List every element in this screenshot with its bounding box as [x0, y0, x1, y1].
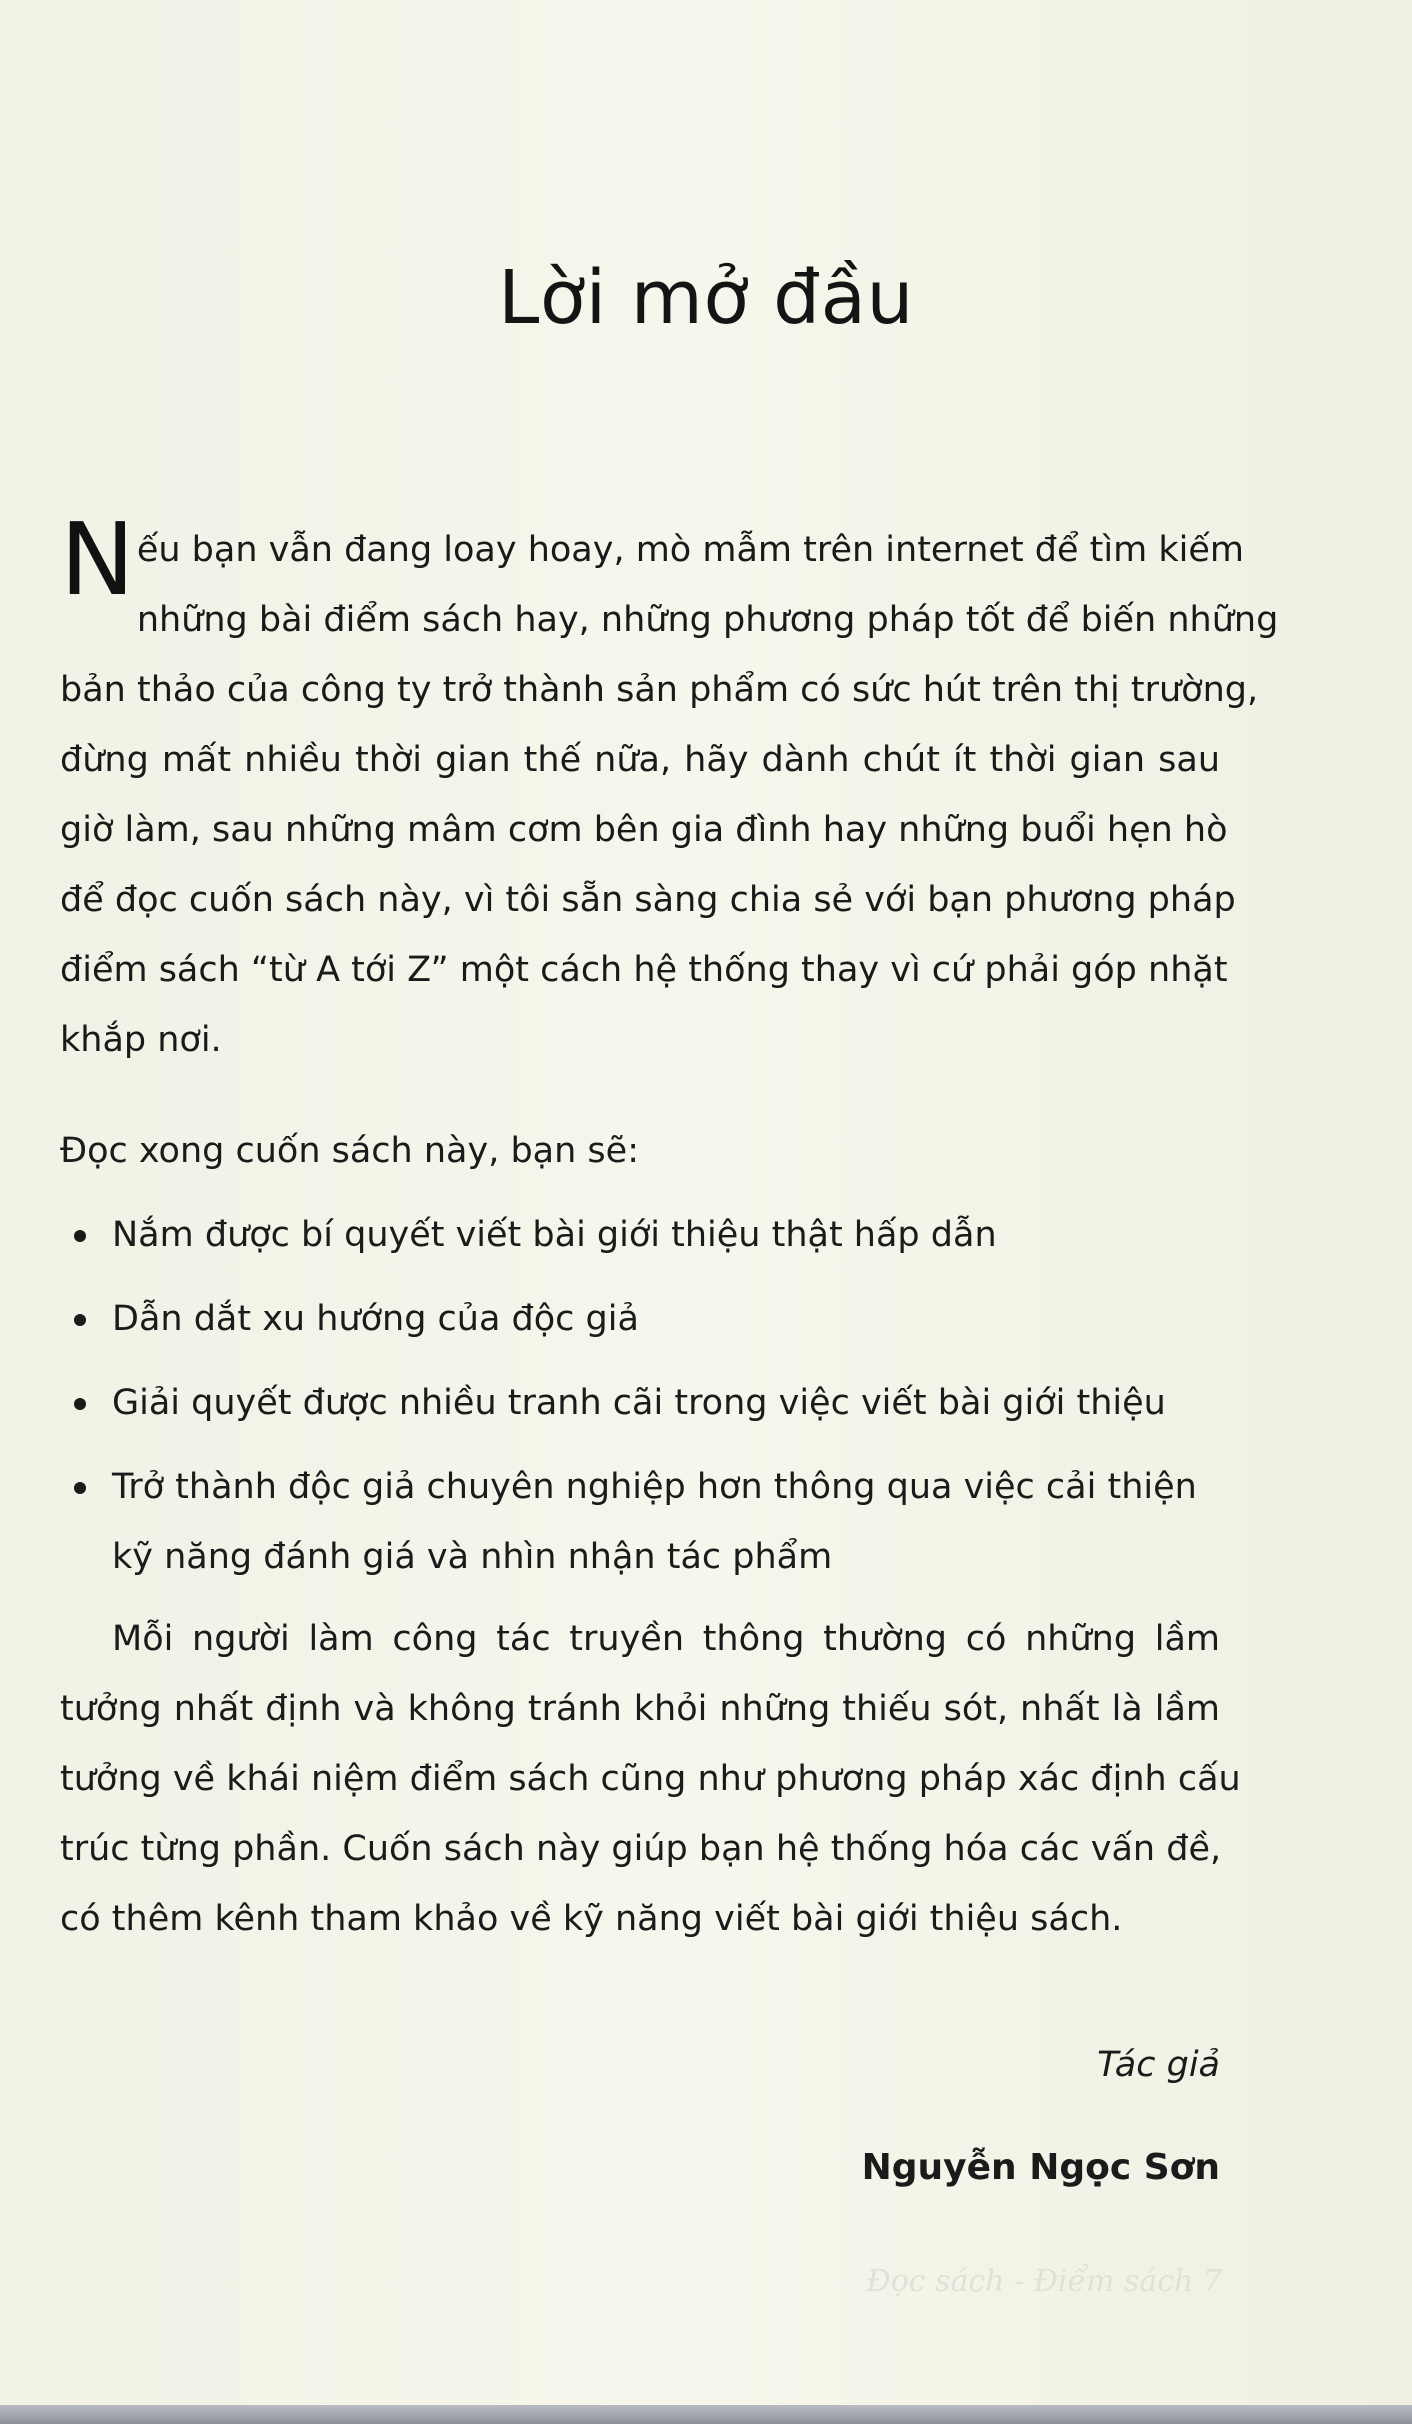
list-item [60, 1200, 1220, 1270]
list-item [60, 1368, 1220, 1438]
intro-line: để đọc cuốn sách này, vì tôi sẵn sàng chia sẻ với bạn phương pháp [60, 880, 1236, 920]
page-footer: Đọc sách - Điểm sách 7 [866, 2264, 1222, 2299]
drop-cap: N [60, 501, 135, 618]
benefits-list [60, 1200, 1220, 1606]
closing-paragraph [60, 1604, 1241, 1954]
intro-line: bản thảo của công ty trở thành sản phẩm có sức hút trên thị trường, [60, 670, 1259, 710]
intro-line: đừng mất nhiều thời gian thế nữa, hãy dành chút ít thời gian sau [60, 740, 1220, 780]
closing-line: tưởng về khái niệm điểm sách cũng như phương pháp xác định cấu [60, 1759, 1241, 1799]
bullet-icon [74, 1230, 86, 1242]
list-item-text: Giải quyết được nhiều tranh cãi trong việc viết bài giới thiệu [112, 1383, 1166, 1423]
closing-line: Mỗi người làm công tác truyền thông thường có những lầm [112, 1619, 1220, 1659]
list-item-text: Trở thành độc giả chuyên nghiệp hơn thông qua việc cải thiện kỹ năng đánh giá và nhìn nhận tác phẩm [112, 1467, 1197, 1577]
bullet-icon [74, 1482, 86, 1494]
author-name: Nguyễn Ngọc Sơn [861, 2147, 1220, 2188]
intro-line: điểm sách “từ A tới Z” một cách hệ thống thay vì cứ phải góp nhặt [60, 950, 1228, 990]
closing-line: tưởng nhất định và không tránh khỏi những thiếu sót, nhất là lầm [60, 1689, 1220, 1729]
intro-line: những bài điểm sách hay, những phương pháp tốt để biến những [136, 600, 1279, 640]
author-role: Tác giả [1097, 2045, 1220, 2085]
benefits-lead: Đọc xong cuốn sách này, bạn sẽ: [60, 1131, 639, 1171]
list-item-text: Dẫn dắt xu hướng của độc giả [112, 1299, 639, 1339]
list-item [60, 1284, 1220, 1354]
bullet-icon [74, 1314, 86, 1326]
closing-line: trúc từng phần. Cuốn sách này giúp bạn hệ thống hóa các vấn đề, [60, 1829, 1222, 1869]
closing-line: có thêm kênh tham khảo về kỹ năng viết bài giới thiệu sách. [60, 1899, 1123, 1939]
intro-line: khắp nơi. [60, 1020, 222, 1060]
bullet-icon [74, 1398, 86, 1410]
page-title: Lời mở đầu [498, 255, 914, 341]
list-item-text: Nắm được bí quyết viết bài giới thiệu thật hấp dẫn [112, 1215, 997, 1255]
list-item [60, 1452, 1220, 1592]
intro-line: giờ làm, sau những mâm cơm bên gia đình hay những buổi hẹn hò [60, 810, 1228, 850]
intro-line: ếu bạn vẫn đang loay hoay, mò mẫm trên internet để tìm kiếm [136, 530, 1244, 570]
intro-paragraph [60, 501, 1279, 1075]
bottom-edge [0, 2405, 1412, 2424]
